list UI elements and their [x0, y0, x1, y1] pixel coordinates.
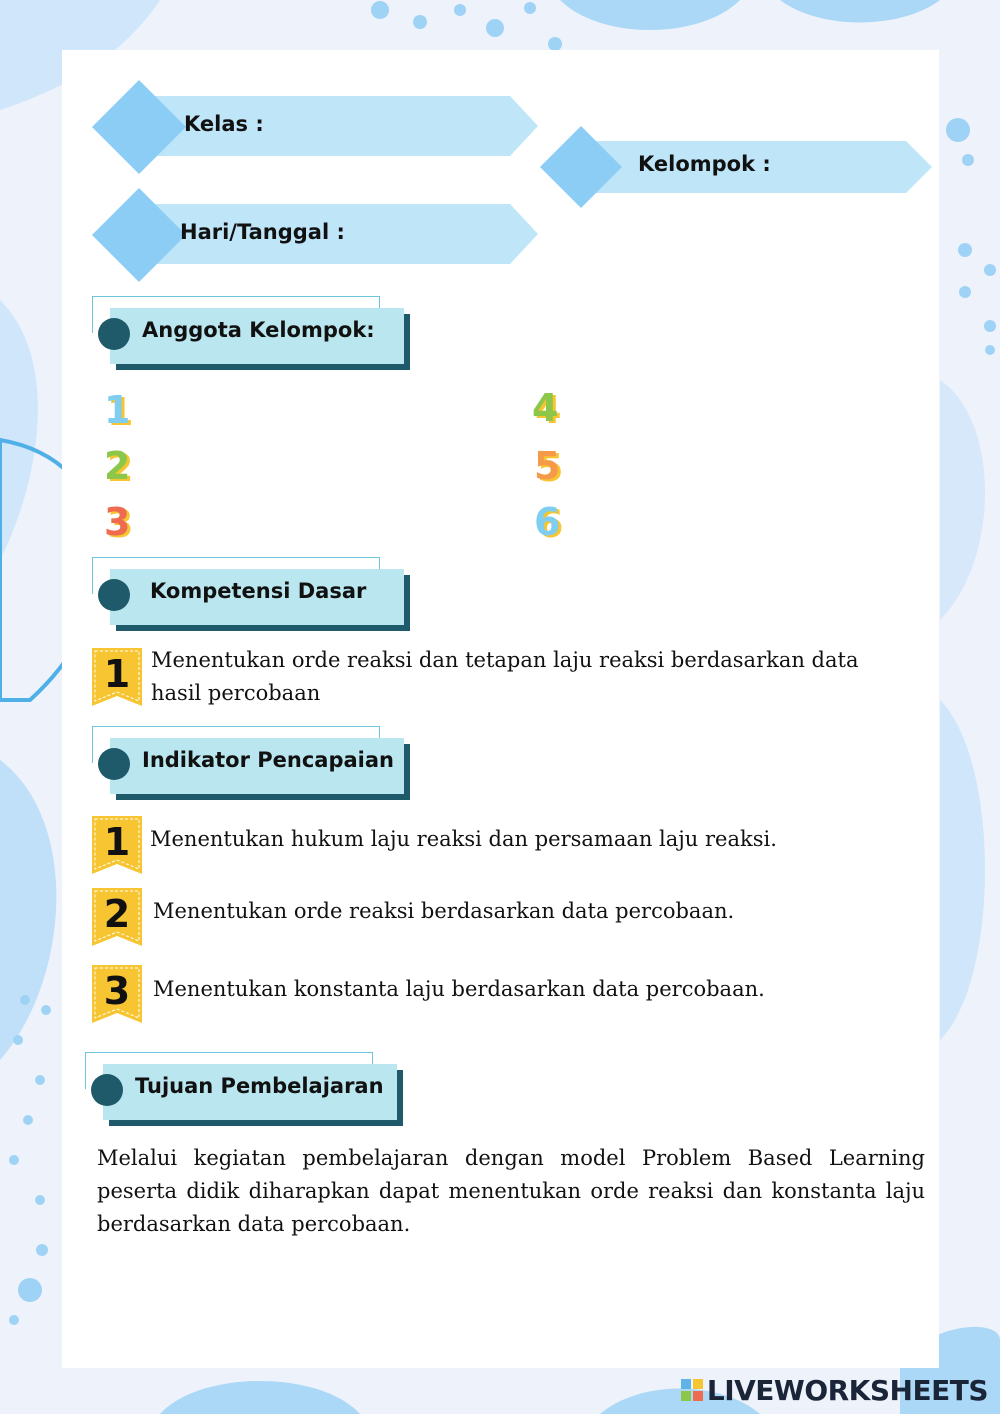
heading-dot-icon [98, 579, 130, 611]
kelas-field[interactable] [92, 80, 538, 174]
member-number-3: 3 [104, 500, 131, 544]
kelompok-label: Kelompok : [638, 152, 771, 176]
tujuan-paragraph: Melalui kegiatan pembelajaran dengan model Problem Based Learning peserta didik diharapkan dapat menentukan orde reaksi dan konstanta laju berdasarkan data percobaan. [97, 1146, 925, 1236]
kelas-arrow-shape [92, 80, 538, 174]
kompetensi-text-1: Menentukan orde reaksi dan tetapan laju reaksi berdasarkan data hasil percobaan [151, 648, 859, 705]
hari-tanggal-label: Hari/Tanggal : [180, 220, 345, 244]
indikator-badge-3 [92, 965, 142, 1023]
member-number-4: 4 [532, 386, 559, 430]
indikator-title: Indikator Pencapaian [142, 748, 394, 772]
anggota-heading [92, 296, 412, 368]
tujuan-title: Tujuan Pembelajaran [135, 1074, 384, 1098]
indikator-text-3: Menentukan konstanta laju berdasarkan data percobaan. [153, 977, 765, 1001]
kelompok-field[interactable] [540, 126, 932, 208]
indikator-badge-1 [92, 816, 142, 874]
heading-dot-icon [91, 1074, 123, 1106]
kompetensi-heading [92, 557, 412, 629]
member-number-1: 1 [104, 388, 131, 432]
kelas-label: Kelas : [184, 112, 264, 136]
kompetensi-number: 1 [103, 652, 131, 696]
brand-name: LIVEWORKSHEETS [706, 1373, 988, 1407]
indikator-badge-2 [92, 888, 142, 946]
member-number-6: 6 [534, 500, 561, 544]
member-number-5: 5 [534, 444, 561, 488]
indikator-text-1: Menentukan hukum laju reaksi dan persamaan laju reaksi. [150, 827, 777, 851]
liveworksheets-logo [681, 1372, 988, 1408]
indikator-number: 2 [103, 892, 131, 936]
heading-dot-icon [98, 318, 130, 350]
kompetensi-badge-1 [92, 648, 142, 706]
indikator-text-2: Menentukan orde reaksi berdasarkan data percobaan. [153, 899, 735, 923]
kompetensi-title: Kompetensi Dasar [150, 579, 367, 603]
member-number-2: 2 [104, 444, 131, 488]
tujuan-heading [85, 1052, 405, 1124]
liveworksheets-logo-icon [681, 1379, 703, 1401]
anggota-title: Anggota Kelompok: [142, 318, 375, 342]
heading-dot-icon [98, 748, 130, 780]
indikator-heading [92, 726, 412, 798]
indikator-number: 1 [103, 820, 131, 864]
hari-tanggal-field[interactable] [92, 188, 538, 282]
indikator-number: 3 [103, 969, 131, 1013]
